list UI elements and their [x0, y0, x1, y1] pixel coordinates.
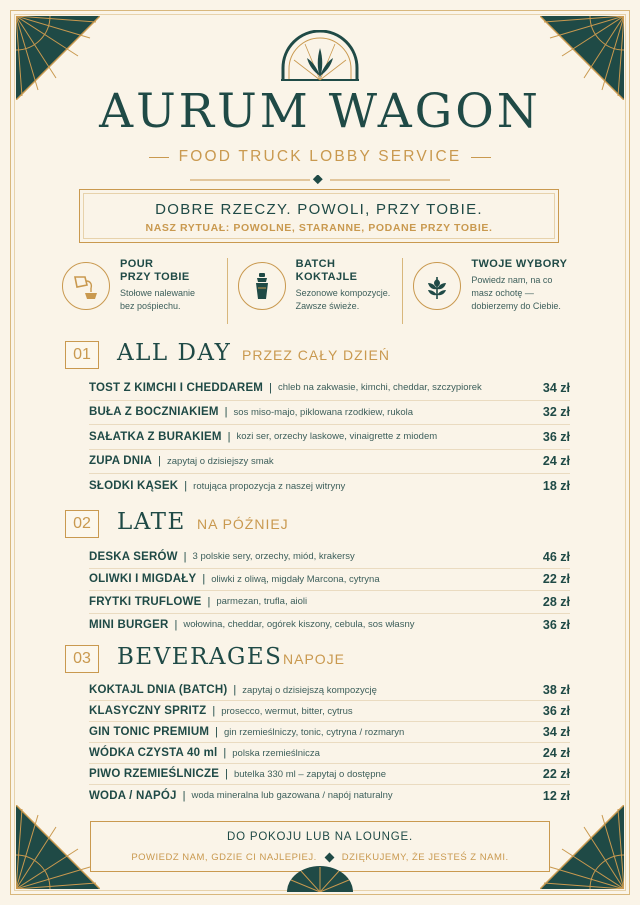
- item-price: 38 zł: [542, 683, 570, 697]
- section-title: ALL DAY: [117, 340, 232, 366]
- item-desc: polska rzemieślnicza: [232, 747, 320, 759]
- menu-list-late: [89, 546, 570, 636]
- item-desc: woda mineralna lub gazowana / napój naturalny: [191, 790, 393, 801]
- section-title: LATE: [117, 509, 186, 535]
- menu-item: MINI BURGER | wołowina, cheddar, ogórek kiszony, cebula, sos własny 36 zł: [89, 617, 570, 632]
- menu-item: FRYTKI TRUFLOWE | parmezan, trufla, aioli 28 zł: [89, 591, 570, 614]
- feature-heading: TWOJE WYBORY: [471, 258, 568, 270]
- fan-ornament-icon: [287, 866, 353, 892]
- item-price: 24 zł: [542, 746, 570, 760]
- footer-left: POWIEDZ NAM, GDZIE CI NAJLEPIEJ.: [131, 852, 317, 863]
- menu-item: DESKA SERÓW | 3 polskie sery, orzechy, miód, krakersy 46 zł: [89, 546, 570, 569]
- section-header-all-day: [65, 341, 575, 371]
- item-desc: 3 polskie sery, orzechy, miód, krakersy: [192, 551, 355, 563]
- footer-main: DO POKOJU LUB NA LOUNGE.: [227, 831, 413, 843]
- menu-item: SŁODKI KĄSEK | rotująca propozycja z naszej witryny 18 zł: [89, 479, 570, 494]
- feature-desc: Sezonowe kompozycje. Zawsze świeże.: [295, 288, 391, 311]
- diamond-icon: [324, 853, 334, 863]
- menu-item: SAŁATKA Z BURAKIEM | kozi ser, orzechy laskowe, vinaigrette z miodem 36 zł: [89, 425, 570, 450]
- feature-pour: [62, 258, 227, 324]
- section-header-beverages: [65, 645, 575, 675]
- item-desc: wołowina, cheddar, ogórek kiszony, cebula, sos własny: [183, 619, 415, 631]
- tagline-main: DOBRE RZECZY. POWOLI, PRZY TOBIE.: [155, 201, 483, 218]
- menu-item: WÓDKA CZYSTA 40 ml | polska rzemieślnicza 24 zł: [89, 743, 570, 764]
- menu-list-beverages: [89, 680, 570, 806]
- menu-item: ZUPA DNIA | zapytaj o dzisiejszy smak 24 zł: [89, 450, 570, 475]
- feature-heading: BATCH KOKTAJLE: [295, 258, 358, 283]
- diamond-divider-icon: [150, 175, 490, 185]
- menu-list-all-day: [89, 376, 570, 499]
- item-price: 34 zł: [542, 725, 570, 739]
- item-desc: parmezan, trufla, aioli: [216, 596, 308, 608]
- item-price: 46 zł: [542, 549, 570, 564]
- section-subtitle: PRZEZ CAŁY DZIEŃ: [242, 347, 390, 363]
- footer-right: DZIĘKUJEMY, ŻE JESTEŚ Z NAMI.: [341, 852, 509, 863]
- menu-item: KLASYCZNY SPRITZ | prosecco, wermut, bitter, cytrus 36 zł: [89, 701, 570, 722]
- divider: [471, 157, 491, 158]
- feature-choices: [402, 258, 578, 324]
- section-header-late: [65, 510, 575, 540]
- item-desc: zapytaj o dzisiejszą kompozycję: [242, 684, 377, 696]
- item-name: SŁODKI KĄSEK: [89, 480, 179, 493]
- item-desc: oliwki z oliwą, migdały Marcona, cytryna: [211, 573, 380, 585]
- item-name: WODA / NAPÓJ: [89, 789, 177, 802]
- section-subtitle: NA PÓŹNIEJ: [197, 516, 289, 532]
- section-number: 02: [65, 510, 99, 538]
- item-desc: sos miso-majo, piklowana rzodkiew, rukola: [233, 406, 414, 418]
- item-price: 18 zł: [542, 479, 570, 494]
- menu-item: KOKTAJL DNIA (BATCH) | zapytaj o dzisiejszą kompozycję 38 zł: [89, 680, 570, 701]
- item-name: PIWO RZEMIEŚLNICZE: [89, 768, 220, 780]
- menu-item: WODA / NAPÓJ | woda mineralna lub gazowana / napój naturalny 12 zł: [89, 788, 570, 803]
- divider: [149, 157, 169, 158]
- pour-icon: [62, 262, 110, 310]
- feature-heading: POUR PRZY TOBIE: [120, 258, 190, 283]
- item-desc: chleb na zakwasie, kimchi, cheddar, szczypiorek: [277, 382, 482, 394]
- item-name: OLIWKI I MIGDAŁY: [89, 573, 197, 586]
- item-price: 12 zł: [542, 788, 570, 803]
- tagline-box: [79, 189, 559, 243]
- item-name: FRYTKI TRUFLOWE: [89, 595, 202, 608]
- section-number: 03: [65, 645, 99, 673]
- item-desc: kozi ser, orzechy laskowe, vinaigrette z miodem: [236, 431, 438, 443]
- menu-item: TOST Z KIMCHI I CHEDDAREM | chleb na zakwasie, kimchi, cheddar, szczypiorek 34 zł: [89, 376, 570, 401]
- item-name: KOKTAJL DNIA (BATCH): [89, 684, 228, 696]
- feature-batch: [227, 258, 403, 324]
- item-name: WÓDKA CZYSTA 40 ml: [89, 747, 218, 759]
- item-price: 22 zł: [542, 767, 570, 781]
- item-price: 34 zł: [542, 380, 570, 395]
- logo-icon: [279, 30, 361, 82]
- item-price: 36 zł: [542, 704, 570, 718]
- item-price: 36 zł: [542, 429, 570, 444]
- corner-ornament-icon: [540, 805, 624, 889]
- corner-ornament-icon: [16, 805, 100, 889]
- item-name: ZUPA DNIA: [89, 455, 153, 468]
- item-name: TOST Z KIMCHI I CHEDDAREM: [89, 381, 264, 394]
- menu-item: OLIWKI I MIGDAŁY | oliwki z oliwą, migdały Marcona, cytryna 22 zł: [89, 569, 570, 592]
- section-subtitle: NAPOJE: [283, 651, 346, 667]
- features-row: [62, 258, 578, 324]
- item-name: GIN TONIC PREMIUM: [89, 726, 210, 738]
- item-desc: rotująca propozycja z naszej witryny: [193, 480, 346, 492]
- item-price: 36 zł: [542, 617, 570, 632]
- leaf-icon: [413, 262, 461, 310]
- item-desc: zapytaj o dzisiejszy smak: [167, 455, 274, 467]
- feature-desc: Stołowe nalewanie bez pośpiechu.: [120, 288, 196, 311]
- section-title: BEVERAGES: [117, 644, 283, 670]
- brand-title: AURUM WAGON: [99, 84, 541, 139]
- menu-item: GIN TONIC PREMIUM | gin rzemieślniczy, tonic, cytryna / rozmaryn 34 zł: [89, 722, 570, 743]
- item-name: KLASYCZNY SPRITZ: [89, 705, 207, 717]
- item-price: 24 zł: [542, 454, 570, 469]
- footer-line: [91, 852, 549, 863]
- brand-subtitle-row: [0, 148, 640, 166]
- item-price: 28 zł: [542, 594, 570, 609]
- section-number: 01: [65, 341, 99, 369]
- shaker-icon: [238, 262, 286, 310]
- feature-desc: Powiedz nam, na co masz ochotę — dobierzemy do Ciebie.: [471, 275, 561, 311]
- footer-box: [90, 821, 550, 872]
- item-price: 22 zł: [542, 572, 570, 587]
- brand-subtitle: FOOD TRUCK LOBBY SERVICE: [178, 148, 462, 165]
- menu-item: PIWO RZEMIEŚLNICZE | butelka 330 ml – zapytaj o dostępne 22 zł: [89, 764, 570, 785]
- item-desc: prosecco, wermut, bitter, cytrus: [221, 705, 353, 717]
- item-desc: butelka 330 ml – zapytaj o dostępne: [233, 768, 387, 780]
- item-name: BUŁA Z BOCZNIAKIEM: [89, 406, 219, 419]
- item-desc: gin rzemieślniczy, tonic, cytryna / rozmaryn: [223, 726, 405, 738]
- tagline-sub: NASZ RYTUAŁ: POWOLNE, STARANNE, PODANE PRZY TOBIE.: [145, 222, 493, 234]
- item-name: MINI BURGER: [89, 618, 169, 631]
- menu-item: BUŁA Z BOCZNIAKIEM | sos miso-majo, piklowana rzodkiew, rukola 32 zł: [89, 401, 570, 426]
- item-name: DESKA SERÓW: [89, 550, 178, 563]
- item-name: SAŁATKA Z BURAKIEM: [89, 430, 222, 443]
- item-price: 32 zł: [542, 405, 570, 420]
